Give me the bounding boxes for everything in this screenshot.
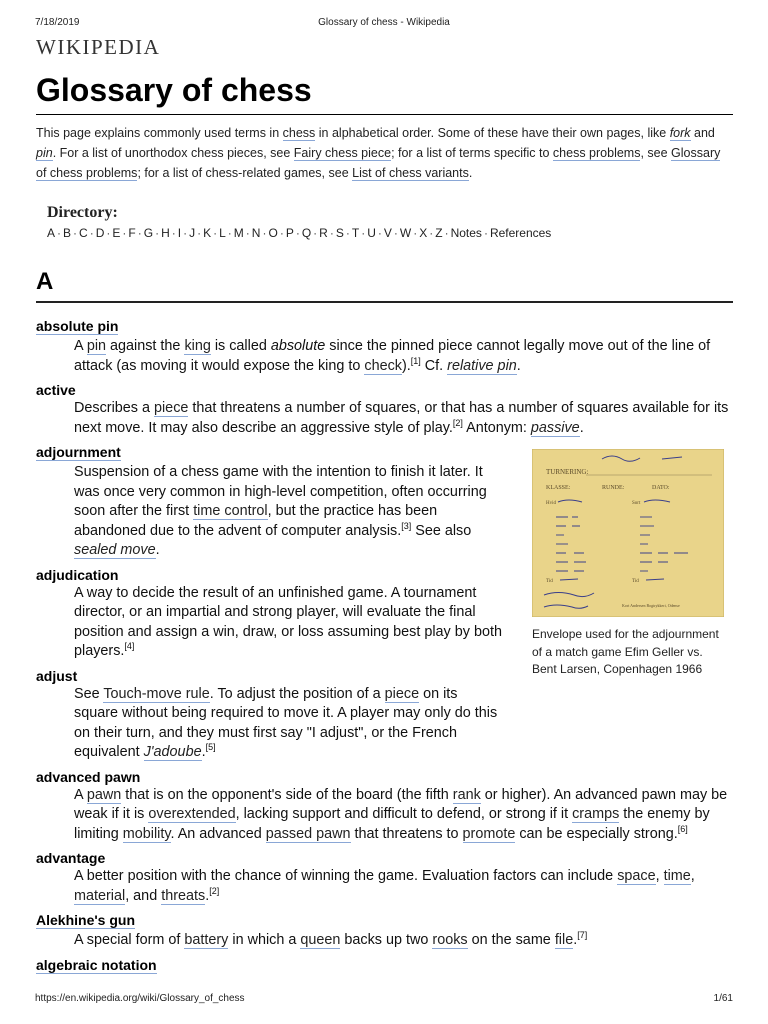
link-passive[interactable]: passive bbox=[530, 419, 580, 436]
link-check[interactable]: check bbox=[364, 357, 402, 374]
directory-link-h[interactable]: H bbox=[161, 226, 170, 240]
link-pawn[interactable]: pawn bbox=[86, 786, 122, 803]
envelope-tid-label-right: Tid bbox=[632, 579, 639, 584]
adjournment-envelope-figure bbox=[532, 449, 732, 679]
reference-1[interactable]: [1] bbox=[410, 355, 421, 366]
definition-advanced-pawn: A pawn that is on the opponent's side of the board (the fifth rank or higher). An advanced pawn may be weak if it is overextended, lacking support and difficult to defend, or strong if it cramps the enemy by limiting mobility. An advanced passed pawn that threatens to promote can be especially strong.[6] bbox=[74, 786, 728, 842]
link-rooks[interactable]: rooks bbox=[432, 932, 468, 948]
link-relative-pin[interactable]: relative pin bbox=[447, 357, 517, 374]
directory-separator: · bbox=[279, 226, 284, 240]
directory-link-l[interactable]: L bbox=[219, 226, 226, 240]
directory-link-s[interactable]: S bbox=[335, 226, 344, 240]
term-algebraic-notation: algebraic notation bbox=[36, 956, 157, 973]
reference-7[interactable]: [7] bbox=[577, 930, 588, 941]
directory-separator: · bbox=[295, 226, 300, 240]
directory-separator: · bbox=[227, 226, 232, 240]
link-piece[interactable]: piece bbox=[153, 400, 189, 416]
link-file[interactable]: file bbox=[554, 932, 574, 948]
directory-link-r[interactable]: R bbox=[319, 226, 328, 240]
figure-caption: Envelope used for the adjournment of a match game Efim Geller vs. Bent Larsen, Copenhagen 1966 bbox=[532, 627, 719, 676]
reference-3[interactable]: [3] bbox=[401, 520, 412, 531]
reference-2[interactable]: [2] bbox=[452, 417, 463, 428]
term-advantage: advantage bbox=[36, 850, 106, 866]
envelope-image[interactable] bbox=[532, 449, 724, 617]
directory-separator: · bbox=[377, 226, 382, 240]
title-divider bbox=[36, 114, 733, 115]
definition-absolute-pin: A pin against the king is called absolute since the pinned piece cannot legally move out of the line of attack (as moving it would expose the king to check).[1] Cf. relative pin. bbox=[74, 338, 711, 374]
link-threats[interactable]: threats bbox=[161, 887, 206, 904]
link-king[interactable]: king bbox=[184, 338, 211, 354]
term-adjournment: adjournment bbox=[36, 444, 121, 460]
definition-alekhines-gun: A special form of battery in which a queen backs up two rooks on the same file.[7] bbox=[74, 930, 588, 948]
directory-link-o[interactable]: O bbox=[268, 226, 278, 240]
section-divider bbox=[36, 301, 733, 303]
directory-link-c[interactable]: C bbox=[79, 226, 88, 240]
directory-separator: · bbox=[329, 226, 334, 240]
link-touch-move-rule[interactable]: Touch-move rule bbox=[103, 685, 210, 702]
definition-adjournment: Suspension of a chess game with the intention to finish it later. It was once very common in high-level competition, often occurring soon after the first time control, but the practice has been abandoned due to the advent of computer analysis.[3] See also sealed move. bbox=[74, 464, 487, 558]
link-fairy-chess-piece[interactable]: Fairy chess piece bbox=[293, 146, 392, 160]
link-material[interactable]: material bbox=[74, 887, 126, 904]
link-fork[interactable]: fork bbox=[669, 126, 691, 140]
directory-separator: · bbox=[393, 226, 398, 240]
envelope-klasse-label: KLASSE: bbox=[546, 485, 571, 491]
term-adjust: adjust bbox=[36, 667, 78, 684]
directory-separator: · bbox=[155, 226, 160, 240]
directory-link-u[interactable]: U bbox=[367, 226, 376, 240]
link-space[interactable]: space bbox=[617, 868, 656, 884]
envelope-sort-label: Sort bbox=[632, 501, 641, 506]
directory-separator: · bbox=[106, 226, 111, 240]
term-active: active bbox=[36, 382, 76, 398]
directory-link-v[interactable]: V bbox=[383, 226, 392, 240]
directory-link-m[interactable]: M bbox=[233, 226, 244, 240]
print-footer bbox=[35, 993, 733, 1007]
link-pin[interactable]: pin bbox=[86, 338, 107, 354]
wikipedia-wordmark[interactable]: WIKIPEDIA bbox=[36, 35, 161, 59]
term-alekhines-gun: Alekhine's gun bbox=[36, 912, 136, 928]
print-url: https://en.wikipedia.org/wiki/Glossary_of_chess bbox=[35, 993, 245, 1004]
link-pin[interactable]: pin bbox=[36, 146, 53, 160]
directory-separator: · bbox=[89, 226, 94, 240]
link-time[interactable]: time bbox=[663, 868, 691, 884]
directory-separator: · bbox=[444, 226, 449, 240]
print-date: 7/18/2019 bbox=[35, 17, 80, 28]
intro-paragraph: This page explains commonly used terms in chess in alphabetical order. Some of these have their own pages, like fork and pin. For a list of unorthodox chess pieces, see Fairy chess piece; for a list of terms specific to chess problems, see Glossary of chess problems; for a list of chess-related games, see List of chess variants. bbox=[36, 126, 721, 180]
link-queen[interactable]: queen bbox=[300, 932, 341, 948]
definition-advantage: A better position with the chance of winning the game. Evaluation factors can include space, time, material, and threats.[2] bbox=[74, 868, 695, 904]
directory-link-b[interactable]: B bbox=[63, 226, 72, 240]
link-rank[interactable]: rank bbox=[452, 786, 481, 803]
link-chess-problems[interactable]: chess problems bbox=[552, 146, 641, 160]
directory-separator: · bbox=[361, 226, 366, 240]
directory-separator: · bbox=[429, 226, 434, 240]
directory-separator: · bbox=[57, 226, 62, 240]
term-absolute-pin: absolute pin bbox=[36, 318, 119, 334]
print-title: Glossary of chess - Wikipedia bbox=[318, 17, 450, 28]
directory-link-g[interactable]: G bbox=[143, 226, 154, 240]
directory-link-notes[interactable]: Notes bbox=[450, 226, 482, 240]
directory-separator: · bbox=[137, 226, 142, 240]
reference-4[interactable]: [4] bbox=[124, 641, 135, 652]
section-heading-a: A bbox=[36, 268, 54, 295]
definition-adjust: See Touch-move rule. To adjust the position of a piece on its square without being required to move it. A player may only do this on their turn, and they must first say "I adjust", or the French equivalent J'adoube.[5] bbox=[74, 685, 498, 760]
term-advanced-pawn: advanced pawn bbox=[36, 768, 141, 785]
envelope-runde-label: RUNDE: bbox=[602, 485, 625, 491]
directory-link-k[interactable]: K bbox=[203, 226, 212, 240]
directory-separator: · bbox=[213, 226, 218, 240]
link-promote[interactable]: promote bbox=[462, 825, 516, 842]
directory-separator: · bbox=[483, 226, 488, 240]
directory-separator: · bbox=[171, 226, 176, 240]
link-piece[interactable]: piece bbox=[384, 685, 420, 702]
directory-separator: · bbox=[73, 226, 78, 240]
link-mobility[interactable]: mobility bbox=[122, 825, 171, 842]
directory-separator: · bbox=[313, 226, 318, 240]
link-battery[interactable]: battery bbox=[184, 932, 229, 948]
reference-5[interactable]: [5] bbox=[205, 742, 216, 753]
directory-link-e[interactable]: E bbox=[112, 226, 121, 240]
link-list-chess-variants[interactable]: List of chess variants bbox=[352, 166, 469, 180]
directory-link-a[interactable]: A bbox=[47, 226, 56, 240]
reference-2[interactable]: [2] bbox=[209, 885, 220, 896]
link-cramps[interactable]: cramps bbox=[572, 806, 620, 822]
directory-link-n[interactable]: N bbox=[251, 226, 261, 240]
directory-link-t[interactable]: T bbox=[351, 226, 360, 240]
directory-separator: · bbox=[413, 226, 418, 240]
envelope-turnering-label: TURNERING: bbox=[546, 468, 589, 476]
page-title: Glossary of chess bbox=[36, 72, 312, 108]
directory-link-z[interactable]: Z bbox=[435, 226, 443, 240]
term-adjudication: adjudication bbox=[36, 566, 119, 583]
reference-6[interactable]: [6] bbox=[677, 823, 688, 834]
directory-link-f[interactable]: F bbox=[128, 226, 136, 240]
definition-active: Describes a piece that threatens a number of squares, or that has a number of squares available for its next move. It may also describe an aggressive style of play.[2] Antonym: passive. bbox=[74, 400, 729, 436]
link-time-control[interactable]: time control bbox=[193, 503, 268, 519]
directory-separator: · bbox=[197, 226, 202, 240]
directory-separator: · bbox=[183, 226, 188, 240]
link-sealed-move[interactable]: sealed move bbox=[74, 542, 156, 558]
directory-link-i[interactable]: I bbox=[177, 226, 182, 240]
envelope-dato-label: DATO: bbox=[652, 485, 670, 491]
directory-link-d[interactable]: D bbox=[95, 226, 105, 240]
directory-link-x[interactable]: X bbox=[419, 226, 428, 240]
link-chess[interactable]: chess bbox=[282, 126, 316, 140]
print-page-number: 1/61 bbox=[713, 993, 733, 1004]
directory-heading: Directory: bbox=[47, 204, 118, 221]
print-header bbox=[35, 17, 733, 31]
directory-separator: · bbox=[122, 226, 127, 240]
link-glossary-chess-problems[interactable]: Glossary of chess problems bbox=[36, 146, 721, 180]
envelope-tid-label-left: Tid bbox=[546, 579, 553, 584]
directory-link-references[interactable]: References bbox=[489, 226, 552, 240]
directory-link-p[interactable]: P bbox=[285, 226, 294, 240]
link-passed-pawn[interactable]: passed pawn bbox=[265, 825, 351, 842]
envelope-printer-credit: Kort Andersen Bogtrykkeri, Odense bbox=[622, 603, 680, 608]
link-overextended[interactable]: overextended bbox=[148, 806, 236, 822]
envelope-hvid-label: Hvid bbox=[546, 501, 556, 506]
directory-separator: · bbox=[262, 226, 267, 240]
directory-links bbox=[47, 226, 551, 240]
directory-link-j[interactable]: J bbox=[189, 226, 196, 240]
directory-link-q[interactable]: Q bbox=[301, 226, 312, 240]
definition-adjudication: A way to decide the result of an unfinished game. A tournament director, or an impartial and strong player, will evaluate the final position and assign a win, draw, or loss assuming best play by both players.[4] bbox=[74, 584, 502, 659]
directory-separator: · bbox=[245, 226, 250, 240]
directory-separator: · bbox=[345, 226, 350, 240]
link-jadoube[interactable]: J'adoube bbox=[143, 744, 202, 760]
directory-link-w[interactable]: W bbox=[399, 226, 412, 240]
